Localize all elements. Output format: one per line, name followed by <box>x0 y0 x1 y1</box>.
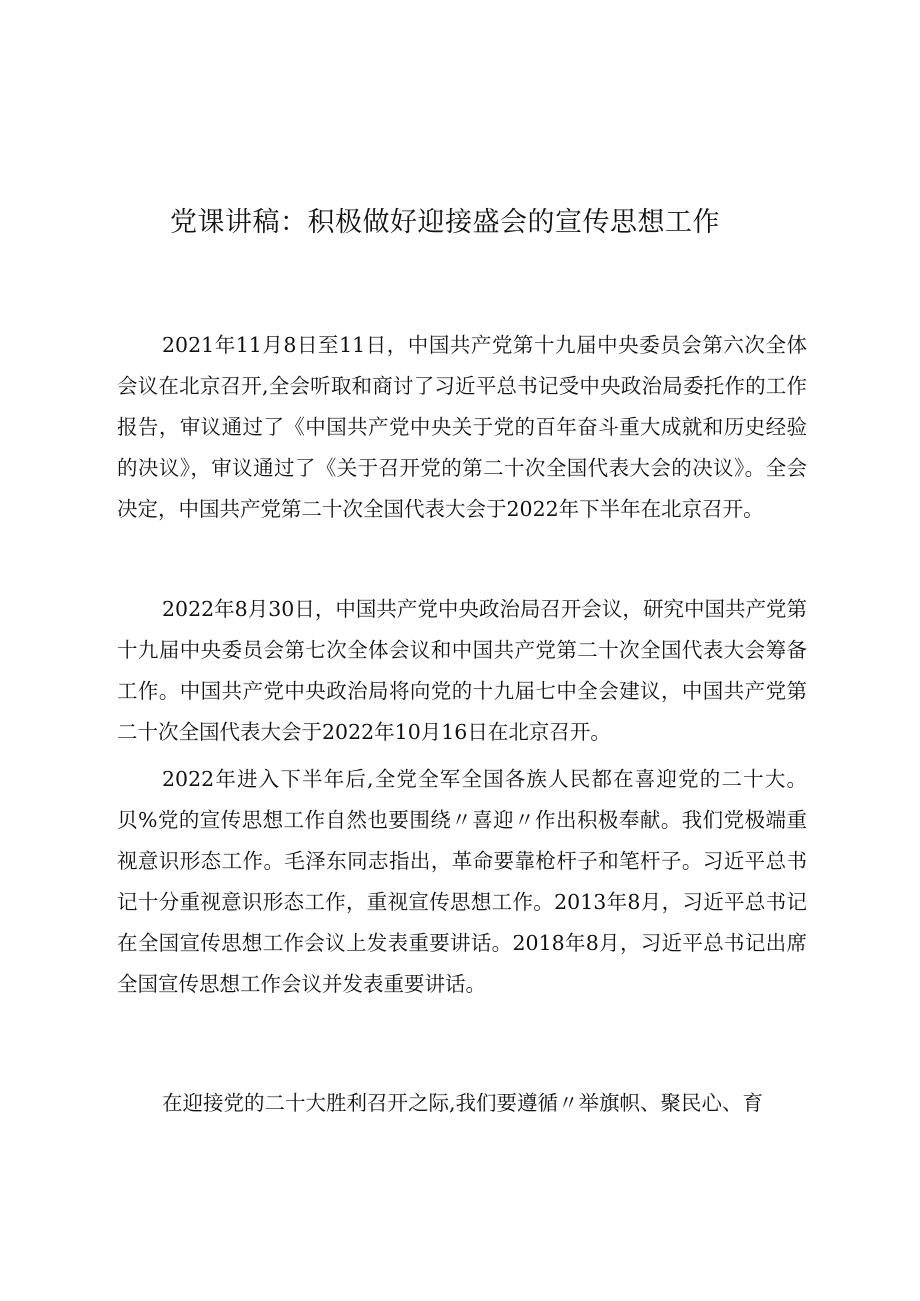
paragraph-4: 在迎接党的二十大胜利召开之际,我们要遵循〃举旗帜、聚民心、育 <box>162 1091 764 1115</box>
document-title: 党课讲稿：积极做好迎接盛会的宣传思想工作 <box>170 207 720 238</box>
paragraph-1: 2021年11月8日至11日，中国共产党第十九届中央委员会第六次全体会议在北京召开,全会听取和商讨了习近平总书记受中央政治局委托作的工作报告，审议通过了《中国共产党中央关于党的百年奋斗重大成就和历史经验的决议》，审议通过了《关于召开党的第二十次全国代表大会的决议》。全会决定，中国共产党第二十次全国代表大会于2022年下半年在北京召开。 <box>117 333 807 521</box>
paragraph-2: 2022年8月30日，中国共产党中央政治局召开会议，研究中国共产党第十九届中央委员会第七次全体会议和中国共产党第二十次全国代表大会筹备工作。中国共产党中央政治局将向党的十九届七中全会建议，中国共产党第二十次全国代表大会于2022年10月16日在北京召开。 <box>117 597 807 744</box>
paragraph-3: 2022年进入下半年后,全党全军全国各族人民都在喜迎党的二十大。贝%党的宣传思想工作自然也要围绕〃喜迎〃作出积极奉献。我们党极端重视意识形态工作。毛泽东同志指出，革命要靠枪杆子和笔杆子。习近平总书记十分重视意识形态工作，重视宣传思想工作。2013年8月，习近平总书记在全国宣传思想工作会议上发表重要讲话。2018年8月，习近平总书记出席全国宣传思想工作会议并发表重要讲话。 <box>117 767 807 996</box>
